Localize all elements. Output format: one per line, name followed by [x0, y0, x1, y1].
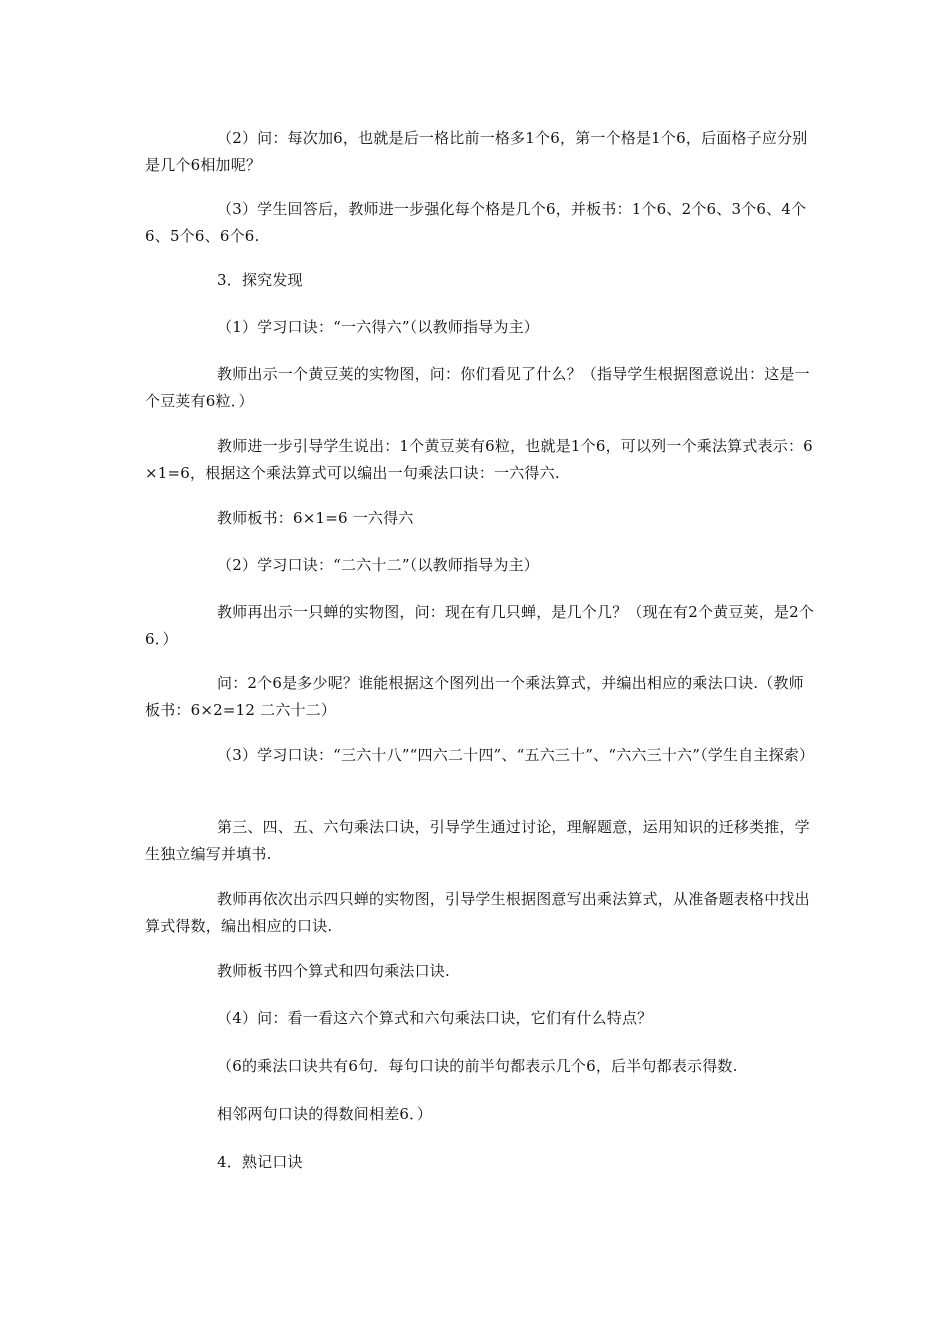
subheading-question-features: （4）问：看一看这六个算式和六句乘法口诀，它们有什么特点？	[217, 1009, 653, 1027]
paragraph-question-add-six: （2）问：每次加6，也就是后一格比前一格多1个6，第一个格是1个6，后面格子应分别是几个6相加呢？	[145, 129, 808, 174]
paragraph-four-cicadas: 教师再依次出示四只蝉的实物图，引导学生根据图意写出乘法算式，从准备题表格中找出算式得数，编出相应的口诀.	[145, 890, 810, 935]
subheading-learn-rhyme-1: （1）学习口诀：“一六得六”（以教师指导为主）	[217, 318, 539, 336]
paragraph-difference-six: 相邻两句口诀的得数间相差6．）	[217, 1105, 433, 1123]
section-heading-memorize: 4．熟记口诀	[217, 1153, 303, 1171]
paragraph-cicada-picture: 教师再出示一只蝉的实物图，问：现在有几只蝉，是几个几？（现在有2个黄豆荚，是2个6．）	[145, 603, 815, 648]
paragraph-bean-pod-picture: 教师出示一个黄豆荚的实物图，问：你们看见了什么？（指导学生根据图意说出：这是一个豆荚有6粒．）	[145, 365, 810, 410]
paragraph-teacher-board-writing: （3）学生回答后，教师进一步强化每个格是几个6，并板书：1个6、2个6、3个6、4个6、5个6、6个6.	[145, 200, 807, 245]
subheading-learn-rhyme-3: （3）学习口诀：“三六十八”“四六二十四”、“五六三十”、“六六三十六”（学生自主探索）	[217, 746, 815, 764]
paragraph-guide-multiplication: 教师进一步引导学生说出：1个黄豆荚有6粒，也就是1个6，可以列一个乘法算式表示：6×1=6，根据这个乘法算式可以编出一句乘法口诀：一六得六.	[145, 437, 813, 482]
paragraph-board-four-rhymes: 教师板书四个算式和四句乘法口诀.	[217, 962, 450, 980]
paragraph-board-6x1: 教师板书：6×1=6 一六得六	[217, 509, 414, 527]
paragraph-question-2x6: 问：2个6是多少呢？谁能根据这个图列出一个乘法算式，并编出相应的乘法口诀.（教师板书：6×2=12 二六十二）	[145, 674, 804, 719]
subheading-learn-rhyme-2: （2）学习口诀：“二六十二”（以教师指导为主）	[217, 556, 539, 574]
section-heading-explore: 3．探究发现	[217, 271, 303, 289]
paragraph-rhyme-features: （6的乘法口诀共有6句．每句口诀的前半句都表示几个6，后半句都表示得数.	[217, 1057, 738, 1075]
paragraph-rhymes-3-to-6: 第三、四、五、六句乘法口诀，引导学生通过讨论，理解题意，运用知识的迁移类推，学生独立编写并填书.	[145, 818, 810, 863]
